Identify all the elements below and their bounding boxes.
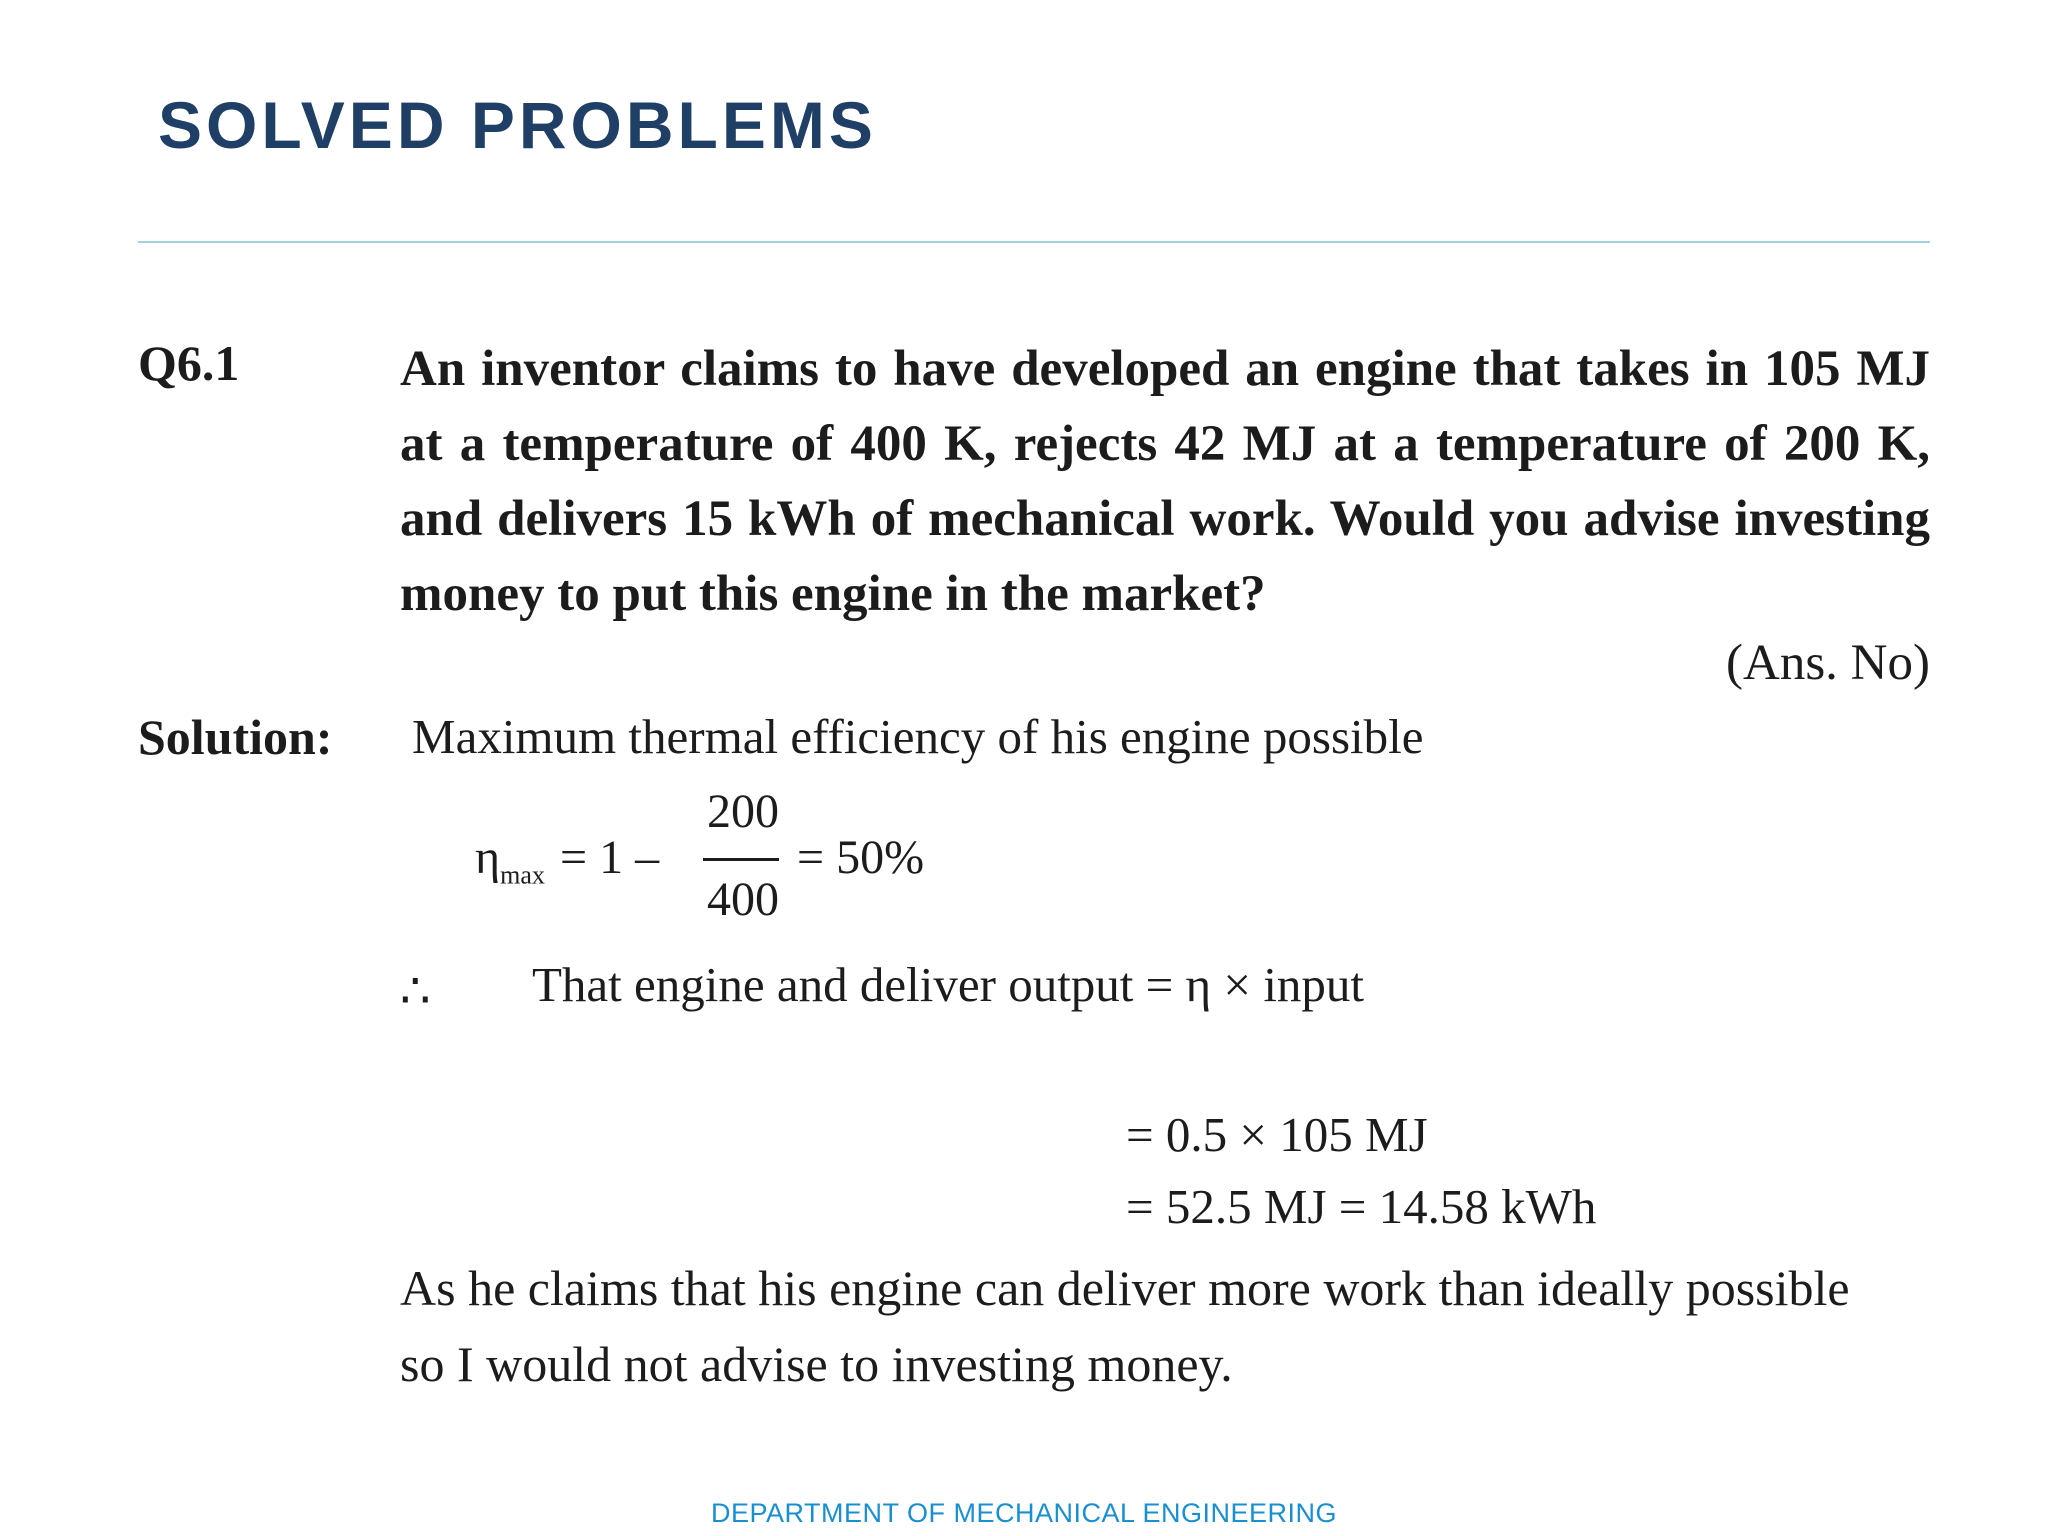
output-statement: That engine and deliver output = η × input bbox=[532, 957, 1365, 1012]
output-step-1: = 0.5 × 105 MJ bbox=[1126, 1107, 1428, 1162]
slide-title: SOLVED PROBLEMS bbox=[158, 88, 877, 162]
conclusion-text: As he claims that his engine can deliver more work than ideally possible so I would not advise to investing money. bbox=[400, 1260, 1850, 1392]
answer-text: (Ans. No) bbox=[1726, 635, 1930, 691]
fraction-numerator: 200 bbox=[707, 785, 779, 838]
eta-max-symbol bbox=[475, 831, 545, 890]
fraction-bar bbox=[703, 858, 779, 861]
solution-intro: Maximum thermal efficiency of his engine possible bbox=[412, 709, 1424, 764]
footer-department: DEPARTMENT OF MECHANICAL ENGINEERING bbox=[710, 1498, 1338, 1528]
question-text: An inventor claims to have developed an engine that takes in 105 MJ at a temperature of 400 K, rejects 42 MJ at a temperature of 200 K, and delivers 15 kWh of mechanical work. Would you advise investing money to put this engine in the market? bbox=[400, 341, 1930, 622]
equation-result: = 50% bbox=[797, 831, 925, 884]
equation-middle: = 1 – bbox=[560, 831, 660, 884]
fraction-denominator: 400 bbox=[707, 873, 779, 926]
title-divider bbox=[138, 241, 1930, 243]
problem-image bbox=[130, 320, 1940, 1400]
eta-subscript: max bbox=[500, 860, 545, 890]
solution-label: Solution: bbox=[138, 709, 333, 765]
question-label: Q6.1 bbox=[138, 335, 240, 391]
output-step-2: = 52.5 MJ = 14.58 kWh bbox=[1126, 1179, 1597, 1234]
eta-symbol: η bbox=[475, 831, 501, 884]
therefore-symbol: ∴ bbox=[400, 965, 431, 1018]
